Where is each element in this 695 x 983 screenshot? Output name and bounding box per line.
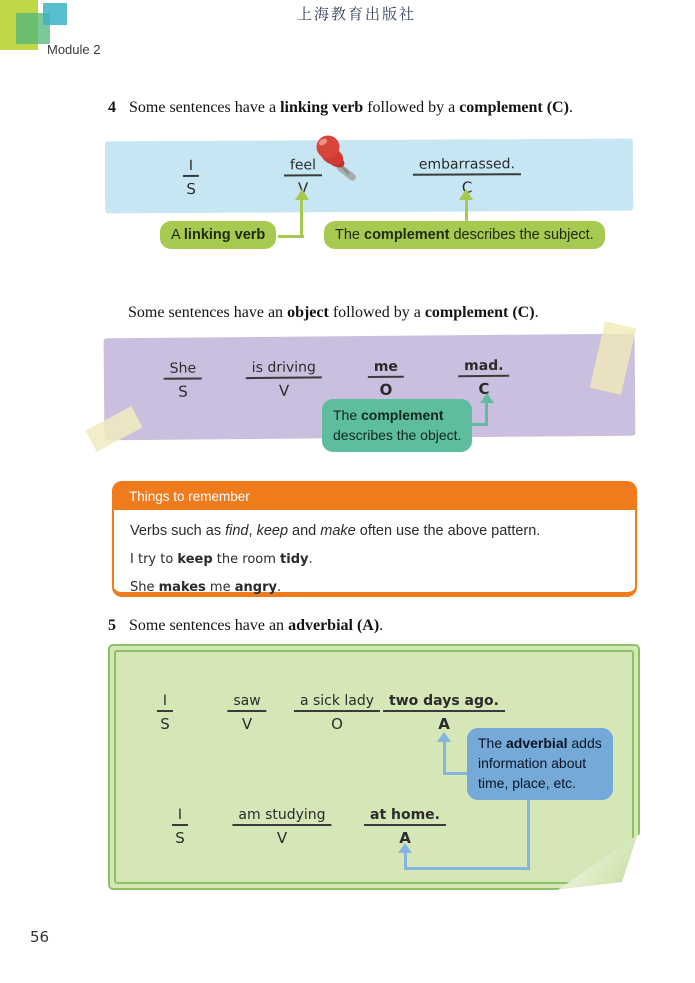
bold-part: keep (177, 552, 213, 567)
italic-verb: make (320, 523, 356, 539)
section5-heading (108, 617, 383, 635)
callout-linking-verb (160, 221, 276, 249)
callout-text-part: The (335, 227, 365, 243)
sentence-part-object (368, 356, 404, 399)
text-part: often use the above pattern. (355, 523, 541, 539)
callout-bold-part: linking verb (183, 227, 266, 243)
connector-line (404, 852, 407, 870)
sentence-part-verb (246, 356, 322, 400)
heading-text-part: . (534, 304, 539, 321)
callout-text-part: time, place, etc. (478, 774, 577, 791)
callout-text-part: The (333, 407, 362, 423)
word: I (183, 158, 199, 177)
sentence-part-adverbial (364, 804, 446, 847)
word: am studying (232, 807, 331, 826)
grammar-letter: S (160, 715, 170, 733)
heading-text-part: followed by a (363, 99, 460, 116)
sentence-part-subject (164, 357, 203, 400)
section4b-heading (128, 304, 539, 322)
word: embarrassed. (413, 156, 521, 176)
publisher-title: 上海教育出版社 (296, 7, 416, 23)
heading-text-part: Some sentences have a (129, 99, 281, 116)
text-part: the room (212, 552, 281, 567)
remember-example-line (130, 580, 619, 595)
page-number: 56 (30, 928, 50, 946)
grammar-letter: O (331, 715, 343, 733)
word: I (172, 807, 188, 826)
word: feel (284, 157, 322, 176)
heading-bold-part: linking verb (280, 99, 364, 116)
word: She (164, 360, 203, 379)
sentence-part-object (294, 690, 380, 733)
callout-complement-object (322, 399, 472, 452)
grammar-letter: V (278, 381, 290, 400)
word: mad. (458, 358, 510, 377)
connector-line (485, 402, 488, 426)
callout-bold-part: complement (364, 227, 450, 243)
grammar-letter: C (478, 379, 490, 399)
word: saw (227, 693, 266, 712)
grammar-letter: V (241, 715, 253, 733)
bold-part: angry (234, 580, 277, 595)
sentence-part-complement (458, 355, 510, 398)
arrow-up-icon (437, 732, 451, 742)
section-number: 4 (108, 99, 116, 116)
grammar-letter: A (438, 715, 450, 733)
text-part: me (205, 580, 235, 595)
word: I (157, 693, 173, 712)
grammar-letter: V (276, 829, 288, 847)
callout-text-part: describes the object. (333, 427, 462, 444)
text-part: . (276, 580, 282, 595)
remember-box-title: Things to remember (114, 483, 635, 510)
text-part: Verbs such as (130, 523, 226, 539)
arrow-up-icon (480, 393, 494, 403)
connector-line (465, 200, 468, 222)
callout-text-part: describes the subject. (449, 227, 594, 243)
page-curl-decoration (558, 834, 640, 890)
heading-text-part: Some sentences have an (128, 304, 288, 321)
callout-text-part: A (171, 227, 184, 243)
callout-text-part: information about (478, 754, 587, 771)
word: a sick lady (294, 693, 380, 712)
callout-text-part: The (478, 735, 507, 751)
arrow-up-icon (459, 189, 473, 200)
arrow-up-icon (295, 189, 309, 200)
sentence-part-verb (232, 804, 331, 847)
sentence-part-subject (157, 690, 173, 733)
heading-bold-part: complement (C) (459, 99, 569, 116)
italic-verb: keep (256, 523, 289, 539)
bold-part: makes (158, 580, 206, 595)
remember-example-line (130, 552, 619, 567)
text-part: and (288, 523, 321, 539)
heading-text-part: Some sentences have an (129, 617, 289, 634)
sentence-part-subject (172, 804, 188, 847)
heading-bold-part: adverbial (A) (288, 617, 380, 634)
word: two days ago. (383, 693, 505, 712)
grammar-letter: S (186, 179, 196, 198)
sentence-part-adverbial (383, 690, 505, 733)
pushpin-icon (310, 133, 368, 185)
callout-adverbial (467, 728, 613, 800)
connector-line (300, 200, 303, 237)
callout-bold-part: adverbial (506, 735, 568, 751)
text-part: , (248, 523, 257, 539)
grammar-letter: V (297, 179, 309, 198)
heading-bold-part: object (287, 304, 329, 321)
section4-heading (108, 99, 573, 117)
grammar-letter: S (178, 382, 188, 401)
adverbial-example-box (108, 644, 640, 890)
heading-text-part: followed by a (328, 304, 425, 321)
connector-line (443, 742, 446, 774)
word: is driving (246, 359, 322, 379)
word: at home. (364, 807, 446, 826)
text-part: . (308, 552, 313, 567)
section-number: 5 (108, 617, 116, 634)
callout-text-part: adds (567, 735, 602, 751)
italic-verb: find (225, 523, 249, 539)
things-to-remember-box (112, 481, 637, 597)
heading-text-part: . (568, 99, 573, 116)
word: me (368, 359, 404, 378)
callout-complement-subject (324, 221, 605, 249)
text-part: She (130, 580, 159, 595)
module-label: Module 2 (47, 42, 101, 57)
bold-part: tidy (280, 552, 309, 567)
grammar-letter: O (379, 380, 393, 399)
connector-line (404, 867, 530, 870)
sentence-part-subject (183, 155, 199, 198)
sentence-part-verb (227, 690, 266, 733)
text-part: I try to (130, 552, 178, 567)
heading-bold-part: complement (C) (424, 304, 535, 321)
sentence-banner-blue (105, 139, 633, 214)
remember-rule-line (130, 523, 619, 539)
grammar-letter: A (399, 829, 411, 847)
connector-line (527, 798, 530, 870)
grammar-letter: S (175, 829, 185, 847)
heading-text-part: . (379, 617, 384, 634)
callout-bold-part: complement (361, 407, 444, 423)
grammar-letter: C (461, 178, 473, 197)
